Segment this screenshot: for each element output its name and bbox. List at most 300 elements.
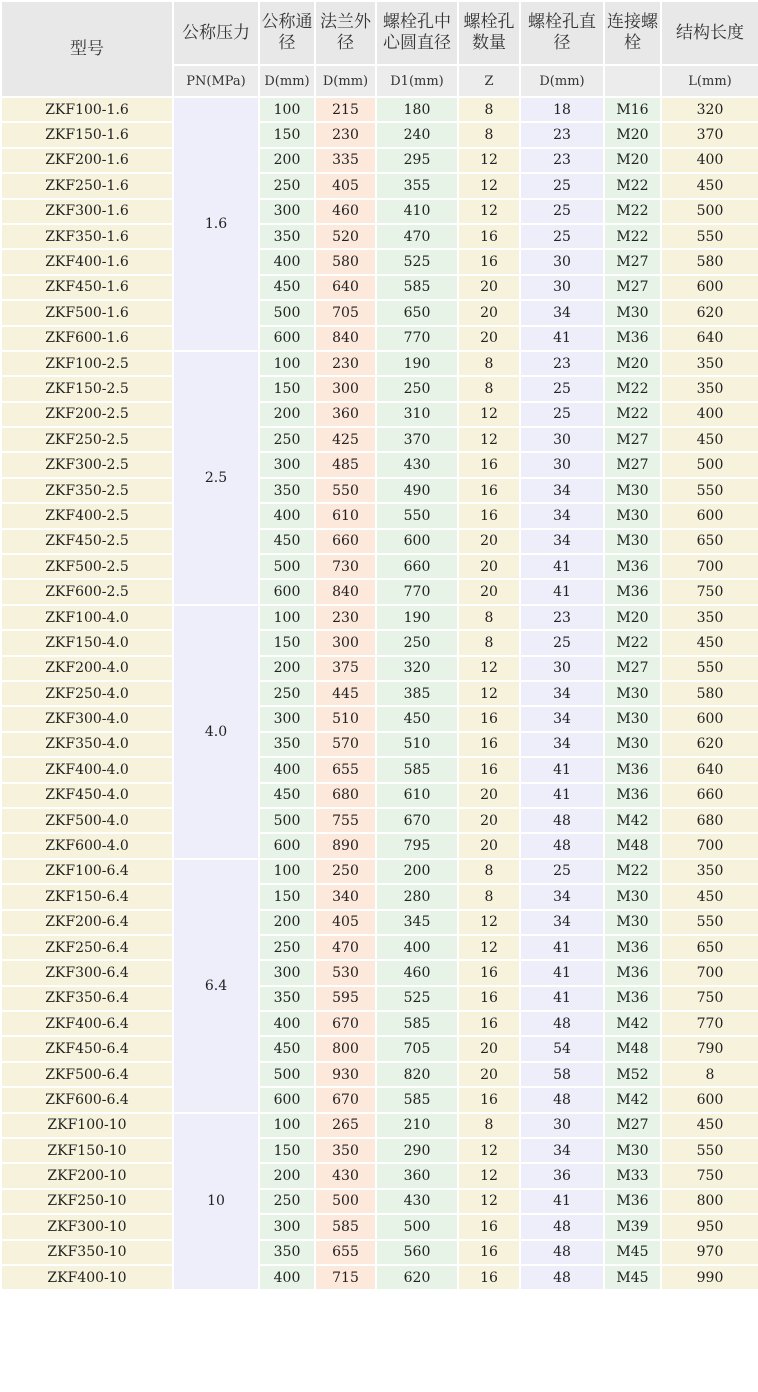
table-row [1, 1036, 758, 1061]
cell-connecting-bolt: M20 [604, 122, 661, 147]
cell-bolt-hole-diameter: 34 [520, 884, 604, 909]
table-row [1, 351, 758, 376]
cell-structure-length: 550 [661, 478, 758, 503]
cell-model: ZKF400-2.5 [1, 503, 173, 528]
cell-bolt-hole-diameter: 34 [520, 1138, 604, 1163]
cell-nominal-diameter: 350 [259, 224, 315, 249]
cell-bolt-hole-diameter: 41 [520, 986, 604, 1011]
cell-connecting-bolt: M39 [604, 1214, 661, 1239]
cell-connecting-bolt: M22 [604, 859, 661, 884]
cell-flange-od: 445 [315, 681, 376, 706]
cell-bolt-hole-diameter: 41 [520, 935, 604, 960]
cell-bolt-hole-diameter: 30 [520, 427, 604, 452]
table-row [1, 960, 758, 985]
cell-bolt-hole-diameter: 34 [520, 503, 604, 528]
cell-structure-length: 750 [661, 1163, 758, 1188]
cell-structure-length: 8 [661, 1062, 758, 1087]
cell-flange-od: 640 [315, 275, 376, 300]
table-row [1, 1189, 758, 1214]
cell-structure-length: 750 [661, 986, 758, 1011]
cell-bolt-circle-d1: 585 [376, 1087, 458, 1112]
cell-bolt-circle-d1: 525 [376, 249, 458, 274]
table-row [1, 503, 758, 528]
cell-bolt-hole-count: 8 [458, 884, 520, 909]
cell-nominal-pressure: 10 [173, 1113, 259, 1291]
cell-structure-length: 680 [661, 808, 758, 833]
cell-nominal-diameter: 250 [259, 935, 315, 960]
cell-model: ZKF500-1.6 [1, 300, 173, 325]
table-row [1, 529, 758, 554]
cell-structure-length: 550 [661, 1138, 758, 1163]
cell-bolt-hole-count: 12 [458, 910, 520, 935]
cell-bolt-hole-count: 16 [458, 960, 520, 985]
cell-flange-od: 425 [315, 427, 376, 452]
cell-structure-length: 600 [661, 1087, 758, 1112]
cell-connecting-bolt: M36 [604, 579, 661, 604]
cell-structure-length: 450 [661, 884, 758, 909]
cell-structure-length: 350 [661, 605, 758, 630]
cell-flange-od: 890 [315, 833, 376, 858]
cell-nominal-diameter: 450 [259, 783, 315, 808]
cell-bolt-hole-count: 16 [458, 1240, 520, 1265]
cell-bolt-circle-d1: 650 [376, 300, 458, 325]
cell-bolt-hole-count: 8 [458, 351, 520, 376]
table-row [1, 783, 758, 808]
cell-bolt-circle-d1: 355 [376, 173, 458, 198]
table-row [1, 249, 758, 274]
cell-bolt-circle-d1: 250 [376, 630, 458, 655]
cell-connecting-bolt: M30 [604, 681, 661, 706]
cell-flange-od: 335 [315, 148, 376, 173]
cell-bolt-hole-count: 20 [458, 1062, 520, 1087]
unit-pn: PN(MPa) [173, 65, 259, 97]
table-header [1, 1, 758, 97]
cell-model: ZKF150-1.6 [1, 122, 173, 147]
cell-bolt-hole-count: 8 [458, 605, 520, 630]
cell-model: ZKF200-4.0 [1, 656, 173, 681]
cell-bolt-hole-count: 20 [458, 300, 520, 325]
cell-flange-od: 800 [315, 1036, 376, 1061]
cell-model: ZKF600-1.6 [1, 326, 173, 351]
cell-bolt-circle-d1: 560 [376, 1240, 458, 1265]
cell-nominal-diameter: 150 [259, 376, 315, 401]
cell-nominal-diameter: 200 [259, 1163, 315, 1188]
cell-connecting-bolt: M36 [604, 986, 661, 1011]
cell-structure-length: 450 [661, 173, 758, 198]
cell-bolt-hole-count: 20 [458, 326, 520, 351]
cell-bolt-circle-d1: 490 [376, 478, 458, 503]
cell-bolt-circle-d1: 705 [376, 1036, 458, 1061]
cell-structure-length: 400 [661, 148, 758, 173]
cell-nominal-diameter: 100 [259, 1113, 315, 1138]
table-row [1, 1240, 758, 1265]
cell-connecting-bolt: M27 [604, 1113, 661, 1138]
cell-connecting-bolt: M42 [604, 1011, 661, 1036]
cell-model: ZKF100-2.5 [1, 351, 173, 376]
cell-connecting-bolt: M22 [604, 224, 661, 249]
cell-bolt-hole-diameter: 34 [520, 910, 604, 935]
cell-bolt-circle-d1: 585 [376, 1011, 458, 1036]
table-row [1, 402, 758, 427]
cell-bolt-hole-diameter: 36 [520, 1163, 604, 1188]
cell-model: ZKF600-2.5 [1, 579, 173, 604]
cell-structure-length: 660 [661, 783, 758, 808]
cell-nominal-pressure: 2.5 [173, 351, 259, 605]
cell-bolt-hole-count: 20 [458, 554, 520, 579]
unit-od: D(mm) [315, 65, 376, 97]
cell-model: ZKF250-6.4 [1, 935, 173, 960]
cell-nominal-diameter: 300 [259, 706, 315, 731]
cell-connecting-bolt: M36 [604, 554, 661, 579]
header-bh: 螺栓孔直径 [520, 1, 604, 65]
cell-flange-od: 930 [315, 1062, 376, 1087]
cell-flange-od: 755 [315, 808, 376, 833]
cell-flange-od: 340 [315, 884, 376, 909]
cell-flange-od: 230 [315, 122, 376, 147]
table-row [1, 97, 758, 122]
table-body [1, 97, 758, 1290]
cell-flange-od: 530 [315, 960, 376, 985]
cell-flange-od: 300 [315, 376, 376, 401]
table-row [1, 275, 758, 300]
cell-bolt-circle-d1: 280 [376, 884, 458, 909]
cell-flange-od: 265 [315, 1113, 376, 1138]
cell-structure-length: 580 [661, 249, 758, 274]
cell-bolt-circle-d1: 500 [376, 1214, 458, 1239]
table-row [1, 808, 758, 833]
cell-flange-od: 670 [315, 1087, 376, 1112]
header-len: 结构长度 [661, 1, 758, 65]
cell-nominal-diameter: 150 [259, 884, 315, 909]
cell-flange-od: 840 [315, 579, 376, 604]
cell-connecting-bolt: M27 [604, 275, 661, 300]
cell-model: ZKF350-10 [1, 1240, 173, 1265]
cell-bolt-circle-d1: 360 [376, 1163, 458, 1188]
cell-bolt-hole-diameter: 41 [520, 757, 604, 782]
cell-nominal-diameter: 400 [259, 249, 315, 274]
cell-bolt-hole-diameter: 41 [520, 1189, 604, 1214]
cell-bolt-hole-diameter: 48 [520, 1087, 604, 1112]
cell-bolt-hole-diameter: 30 [520, 249, 604, 274]
cell-connecting-bolt: M36 [604, 1189, 661, 1214]
cell-bolt-hole-diameter: 23 [520, 605, 604, 630]
cell-connecting-bolt: M27 [604, 427, 661, 452]
cell-nominal-diameter: 250 [259, 173, 315, 198]
cell-nominal-diameter: 200 [259, 910, 315, 935]
cell-model: ZKF300-2.5 [1, 452, 173, 477]
cell-flange-od: 570 [315, 732, 376, 757]
cell-structure-length: 550 [661, 656, 758, 681]
cell-bolt-hole-diameter: 34 [520, 529, 604, 554]
cell-bolt-hole-diameter: 54 [520, 1036, 604, 1061]
cell-structure-length: 770 [661, 1011, 758, 1036]
cell-nominal-diameter: 500 [259, 808, 315, 833]
cell-bolt-hole-count: 16 [458, 478, 520, 503]
cell-bolt-hole-count: 12 [458, 402, 520, 427]
cell-bolt-circle-d1: 345 [376, 910, 458, 935]
cell-model: ZKF150-4.0 [1, 630, 173, 655]
cell-connecting-bolt: M45 [604, 1265, 661, 1290]
cell-flange-od: 585 [315, 1214, 376, 1239]
cell-model: ZKF100-4.0 [1, 605, 173, 630]
cell-structure-length: 550 [661, 224, 758, 249]
table-row [1, 681, 758, 706]
cell-structure-length: 350 [661, 859, 758, 884]
cell-connecting-bolt: M42 [604, 808, 661, 833]
cell-nominal-diameter: 400 [259, 503, 315, 528]
cell-bolt-circle-d1: 370 [376, 427, 458, 452]
unit-d1: D1(mm) [376, 65, 458, 97]
cell-model: ZKF200-1.6 [1, 148, 173, 173]
cell-bolt-circle-d1: 660 [376, 554, 458, 579]
table-row [1, 630, 758, 655]
cell-model: ZKF150-6.4 [1, 884, 173, 909]
cell-flange-od: 405 [315, 910, 376, 935]
table-row [1, 1011, 758, 1036]
cell-nominal-diameter: 200 [259, 656, 315, 681]
cell-model: ZKF300-6.4 [1, 960, 173, 985]
cell-bolt-hole-count: 8 [458, 859, 520, 884]
table-row [1, 1163, 758, 1188]
cell-bolt-hole-count: 12 [458, 427, 520, 452]
cell-nominal-diameter: 200 [259, 148, 315, 173]
cell-bolt-circle-d1: 385 [376, 681, 458, 706]
cell-structure-length: 620 [661, 732, 758, 757]
cell-structure-length: 970 [661, 1240, 758, 1265]
cell-bolt-hole-count: 20 [458, 529, 520, 554]
table-row [1, 732, 758, 757]
cell-bolt-hole-count: 8 [458, 122, 520, 147]
cell-structure-length: 800 [661, 1189, 758, 1214]
cell-connecting-bolt: M36 [604, 757, 661, 782]
cell-bolt-hole-count: 16 [458, 732, 520, 757]
header-dn: 公称通径 [259, 1, 315, 65]
cell-structure-length: 350 [661, 376, 758, 401]
table-row [1, 122, 758, 147]
cell-bolt-circle-d1: 770 [376, 326, 458, 351]
table-row [1, 757, 758, 782]
cell-bolt-hole-count: 20 [458, 783, 520, 808]
cell-bolt-hole-count: 12 [458, 1189, 520, 1214]
cell-structure-length: 640 [661, 757, 758, 782]
cell-bolt-hole-diameter: 34 [520, 300, 604, 325]
cell-nominal-pressure: 6.4 [173, 859, 259, 1113]
cell-model: ZKF450-4.0 [1, 783, 173, 808]
cell-bolt-hole-diameter: 41 [520, 326, 604, 351]
cell-model: ZKF150-2.5 [1, 376, 173, 401]
cell-connecting-bolt: M48 [604, 833, 661, 858]
cell-connecting-bolt: M27 [604, 656, 661, 681]
table-row [1, 376, 758, 401]
cell-flange-od: 705 [315, 300, 376, 325]
cell-structure-length: 620 [661, 300, 758, 325]
cell-flange-od: 470 [315, 935, 376, 960]
cell-flange-od: 595 [315, 986, 376, 1011]
cell-structure-length: 600 [661, 706, 758, 731]
cell-connecting-bolt: M30 [604, 732, 661, 757]
cell-bolt-circle-d1: 410 [376, 199, 458, 224]
cell-bolt-circle-d1: 525 [376, 986, 458, 1011]
cell-nominal-diameter: 500 [259, 1062, 315, 1087]
cell-connecting-bolt: M20 [604, 605, 661, 630]
cell-nominal-diameter: 350 [259, 1240, 315, 1265]
cell-connecting-bolt: M27 [604, 249, 661, 274]
header-bolt: 连接螺栓 [604, 1, 661, 65]
cell-nominal-diameter: 150 [259, 122, 315, 147]
cell-bolt-circle-d1: 430 [376, 452, 458, 477]
cell-nominal-diameter: 500 [259, 300, 315, 325]
cell-nominal-diameter: 500 [259, 554, 315, 579]
cell-model: ZKF300-4.0 [1, 706, 173, 731]
cell-flange-od: 550 [315, 478, 376, 503]
cell-bolt-hole-count: 12 [458, 656, 520, 681]
cell-flange-od: 250 [315, 859, 376, 884]
cell-structure-length: 990 [661, 1265, 758, 1290]
cell-bolt-hole-count: 20 [458, 1036, 520, 1061]
cell-connecting-bolt: M20 [604, 148, 661, 173]
cell-model: ZKF100-1.6 [1, 97, 173, 122]
cell-bolt-circle-d1: 820 [376, 1062, 458, 1087]
cell-structure-length: 950 [661, 1214, 758, 1239]
cell-connecting-bolt: M22 [604, 402, 661, 427]
cell-bolt-hole-diameter: 58 [520, 1062, 604, 1087]
cell-bolt-hole-diameter: 48 [520, 1265, 604, 1290]
cell-bolt-hole-diameter: 41 [520, 783, 604, 808]
cell-model: ZKF250-4.0 [1, 681, 173, 706]
cell-nominal-diameter: 100 [259, 97, 315, 122]
header-od: 法兰外径 [315, 1, 376, 65]
cell-bolt-circle-d1: 795 [376, 833, 458, 858]
cell-bolt-hole-diameter: 48 [520, 1011, 604, 1036]
cell-connecting-bolt: M30 [604, 503, 661, 528]
cell-connecting-bolt: M30 [604, 529, 661, 554]
cell-bolt-circle-d1: 550 [376, 503, 458, 528]
header-model: 型号 [1, 1, 173, 97]
cell-flange-od: 510 [315, 706, 376, 731]
cell-flange-od: 485 [315, 452, 376, 477]
cell-nominal-diameter: 450 [259, 1036, 315, 1061]
header-row-titles [1, 1, 758, 65]
cell-nominal-diameter: 400 [259, 1011, 315, 1036]
cell-bolt-hole-count: 16 [458, 1265, 520, 1290]
cell-structure-length: 700 [661, 833, 758, 858]
cell-bolt-circle-d1: 180 [376, 97, 458, 122]
cell-flange-od: 655 [315, 1240, 376, 1265]
cell-nominal-diameter: 100 [259, 605, 315, 630]
cell-flange-od: 670 [315, 1011, 376, 1036]
table-row [1, 173, 758, 198]
cell-connecting-bolt: M30 [604, 706, 661, 731]
table-row [1, 427, 758, 452]
cell-nominal-diameter: 100 [259, 859, 315, 884]
cell-bolt-hole-count: 16 [458, 1087, 520, 1112]
table-row [1, 148, 758, 173]
cell-nominal-diameter: 300 [259, 960, 315, 985]
cell-nominal-diameter: 300 [259, 199, 315, 224]
cell-connecting-bolt: M27 [604, 452, 661, 477]
cell-bolt-circle-d1: 460 [376, 960, 458, 985]
unit-bh: D(mm) [520, 65, 604, 97]
cell-bolt-hole-diameter: 23 [520, 148, 604, 173]
cell-flange-od: 300 [315, 630, 376, 655]
cell-model: ZKF500-6.4 [1, 1062, 173, 1087]
table-row [1, 859, 758, 884]
cell-flange-od: 405 [315, 173, 376, 198]
cell-bolt-circle-d1: 200 [376, 859, 458, 884]
cell-nominal-pressure: 1.6 [173, 97, 259, 351]
cell-bolt-hole-count: 16 [458, 452, 520, 477]
cell-connecting-bolt: M22 [604, 173, 661, 198]
cell-structure-length: 750 [661, 579, 758, 604]
cell-structure-length: 640 [661, 326, 758, 351]
cell-bolt-hole-diameter: 34 [520, 732, 604, 757]
cell-connecting-bolt: M30 [604, 300, 661, 325]
cell-bolt-circle-d1: 250 [376, 376, 458, 401]
cell-bolt-hole-diameter: 48 [520, 833, 604, 858]
cell-flange-od: 230 [315, 605, 376, 630]
cell-nominal-diameter: 400 [259, 1265, 315, 1290]
cell-connecting-bolt: M33 [604, 1163, 661, 1188]
cell-model: ZKF450-1.6 [1, 275, 173, 300]
cell-bolt-hole-diameter: 48 [520, 1214, 604, 1239]
table-row [1, 833, 758, 858]
cell-bolt-hole-count: 16 [458, 224, 520, 249]
cell-bolt-hole-diameter: 30 [520, 275, 604, 300]
cell-nominal-diameter: 300 [259, 452, 315, 477]
cell-structure-length: 350 [661, 351, 758, 376]
cell-model: ZKF350-6.4 [1, 986, 173, 1011]
cell-flange-od: 430 [315, 1163, 376, 1188]
cell-bolt-hole-diameter: 23 [520, 122, 604, 147]
cell-flange-od: 715 [315, 1265, 376, 1290]
table-row [1, 452, 758, 477]
cell-bolt-hole-count: 8 [458, 376, 520, 401]
cell-connecting-bolt: M45 [604, 1240, 661, 1265]
cell-bolt-hole-count: 12 [458, 681, 520, 706]
unit-dn: D(mm) [259, 65, 315, 97]
cell-flange-od: 215 [315, 97, 376, 122]
cell-bolt-circle-d1: 320 [376, 656, 458, 681]
cell-connecting-bolt: M36 [604, 935, 661, 960]
cell-bolt-hole-diameter: 25 [520, 173, 604, 198]
cell-nominal-diameter: 200 [259, 402, 315, 427]
cell-nominal-diameter: 600 [259, 326, 315, 351]
table-row [1, 1214, 758, 1239]
cell-structure-length: 450 [661, 630, 758, 655]
cell-bolt-hole-diameter: 18 [520, 97, 604, 122]
cell-bolt-hole-count: 16 [458, 249, 520, 274]
cell-flange-od: 350 [315, 1138, 376, 1163]
cell-bolt-hole-diameter: 41 [520, 554, 604, 579]
cell-nominal-pressure: 4.0 [173, 605, 259, 859]
cell-model: ZKF250-1.6 [1, 173, 173, 198]
table-row [1, 1087, 758, 1112]
cell-bolt-hole-count: 8 [458, 97, 520, 122]
cell-model: ZKF250-2.5 [1, 427, 173, 452]
cell-bolt-hole-diameter: 41 [520, 579, 604, 604]
cell-nominal-diameter: 450 [259, 529, 315, 554]
cell-connecting-bolt: M36 [604, 960, 661, 985]
cell-bolt-hole-count: 16 [458, 706, 520, 731]
cell-model: ZKF100-10 [1, 1113, 173, 1138]
cell-bolt-hole-count: 12 [458, 173, 520, 198]
cell-bolt-hole-diameter: 25 [520, 402, 604, 427]
unit-bolt [604, 65, 661, 97]
cell-bolt-hole-diameter: 25 [520, 859, 604, 884]
cell-bolt-circle-d1: 295 [376, 148, 458, 173]
cell-bolt-hole-count: 8 [458, 1113, 520, 1138]
cell-connecting-bolt: M22 [604, 199, 661, 224]
